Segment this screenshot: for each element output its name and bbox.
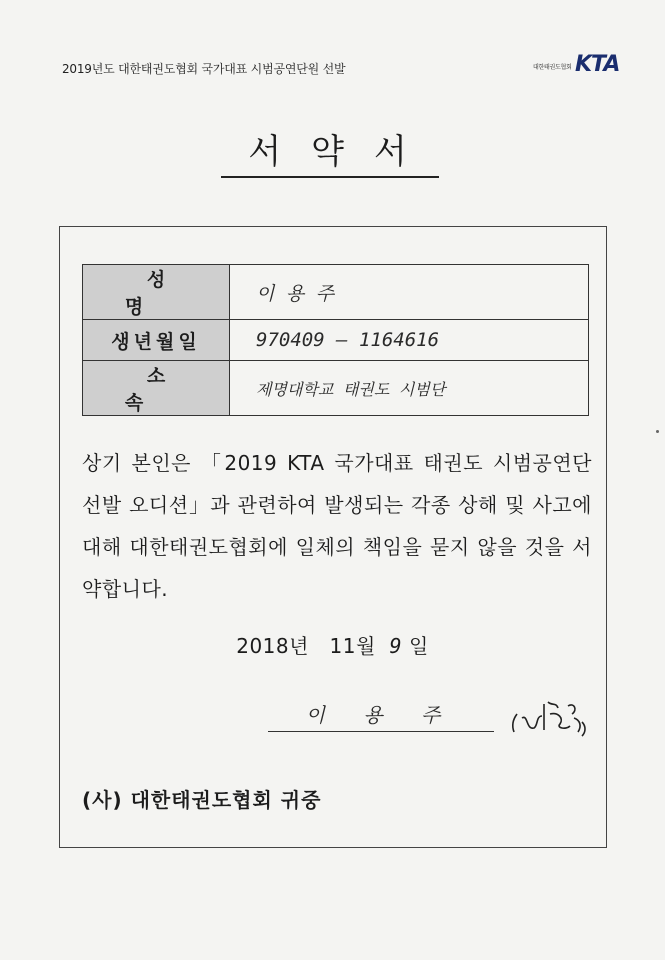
table-row: [83, 320, 589, 361]
date-year: 2018년: [236, 634, 309, 658]
signature-line: [268, 731, 494, 732]
birthdate-value: 970409 — 1164616: [230, 320, 589, 361]
addressee: (사) 대한태권도협회 귀중: [82, 788, 322, 812]
birthdate-label: 생년월일: [83, 320, 230, 361]
table-row: [83, 265, 589, 320]
date-day: 9: [389, 634, 403, 658]
handwritten-signature: [508, 696, 590, 740]
paper-mark: [656, 430, 659, 433]
title-underline: [221, 176, 439, 178]
date-day-unit: 일: [408, 634, 429, 658]
info-table: [82, 264, 589, 416]
header-title: 2019년도 대한태권도협회 국가대표 시범공연단원 선발: [62, 62, 346, 76]
logo-kta-text: KTA: [575, 52, 620, 77]
pledge-body: 상기 본인은 「2019 KTA 국가대표 태권도 시범공연단 선발 오디션」과 관련하여 발생되는 각종 상해 및 사고에 대해 대한태권도협회에 일체의 책임을 묻지 않을 것을 서약합니다.: [82, 451, 592, 601]
document-title: 서약서: [248, 132, 437, 172]
affiliation-value: 제명대학교 태권도 시범단: [230, 361, 589, 416]
name-value: 이 용 주: [230, 265, 589, 320]
name-label: 성명: [83, 265, 230, 320]
signing-date: [0, 630, 665, 659]
table-row: [83, 361, 589, 416]
logo-org-name: 대한태권도협회: [533, 64, 572, 71]
kta-logo: [533, 52, 620, 82]
signature-name: 이 용 주: [305, 703, 457, 727]
affiliation-label: 소속: [83, 361, 230, 416]
date-month: 11월: [329, 634, 376, 658]
